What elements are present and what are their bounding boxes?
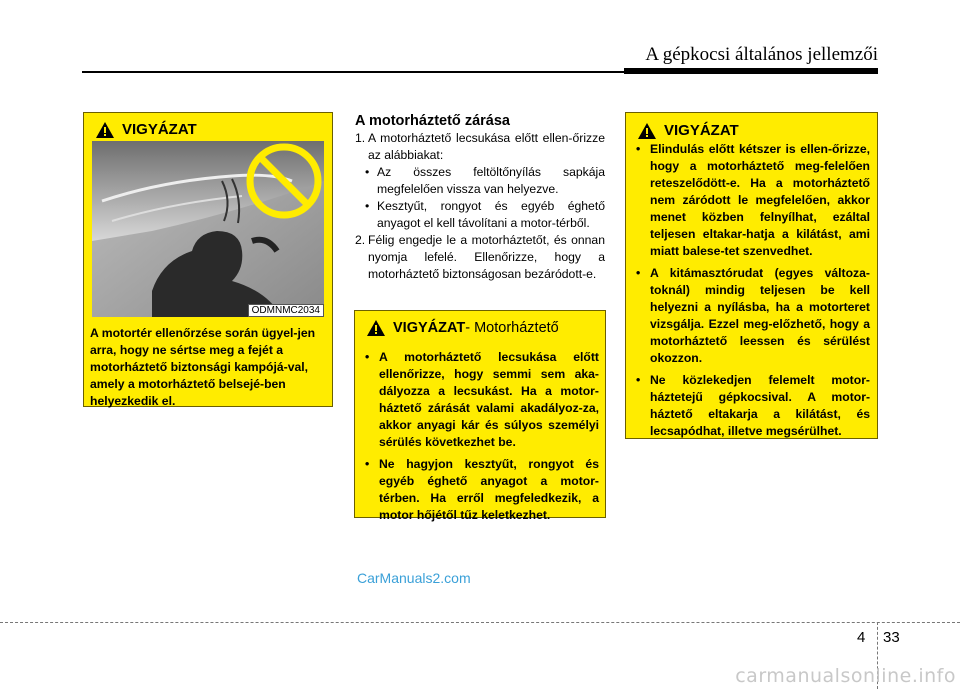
list-item: • Ne közlekedjen felemelt motor-háztetejű gépkocsival. A motor-háztető eltakarja a kilátást, és lecsapódhat, illetve megsérülhet. (636, 373, 870, 438)
list-item: • Ne hagyjon kesztyűt, rongyot és egyéb éghető anyagot a motor-térben. Ha erről megfeledkezik, a motor hőjétől tűz keletkezhet. (365, 457, 599, 522)
warning-triangle-icon (96, 122, 114, 138)
list-item-text: Ne hagyjon kesztyűt, rongyot és egyéb éghető anyagot a motor-térben. Ha erről megfeledkezik, a motor hőjétől tűz keletkezhet. (379, 457, 599, 522)
warning-heading (96, 121, 197, 138)
warning-box-hood-closing (354, 310, 606, 522)
site-watermark: carmanualsonline.info (735, 665, 956, 687)
list-item-text: Elindulás előtt kétszer is ellen-őrizze, hogy a motorháztető meg-felelően reteszelődött-e. Ha a motorháztető nem záródott le megfelelően, akkor menet közben felnyílhat, ezáltal teljesen eltakar-hatja a kilátást, ami miatt balese-tet szenvedhet. (650, 142, 870, 258)
warning-box-hood-driving (625, 112, 878, 439)
step-text: Félig engedje le a motorháztetőt, és onnan nyomja lefelé. Ellenőrizze, hogy a motorháztető biztonságosan bezáródott-e. (368, 233, 605, 281)
warning-box-hood-hook (83, 112, 333, 407)
page-header-title: A gépkocsi általános jellemzői (645, 44, 878, 65)
sub-item: • Kesztyűt, rongyot és egyéb éghető anyagot el kell távolítani a motor-térből. (365, 199, 605, 230)
image-code-label: ODMNMC2034 (248, 304, 324, 317)
list-item-text: Ne közlekedjen felemelt motor-háztetejű gépkocsival. A motor-háztető eltakarja a kilátást, és lecsapódhat, illetve megsérülhet. (650, 373, 870, 438)
warning-triangle-icon (638, 123, 656, 139)
section-body (355, 130, 605, 283)
step-item (355, 130, 605, 164)
watermark-link[interactable]: CarManuals2.com (357, 570, 471, 586)
list-item-text: A motorháztető lecsukása előtt ellenőrizze, hogy semmi sem aka-dályozza a lecsukást. Ha a motor-háztető zárását valami akadályoz-za, akkor anyagi kár és súlyos személyi sérülés következhet be. (379, 350, 599, 449)
warning-caption: A motortér ellenőrzése során ügyel-jen arra, hogy ne sértse meg a fejét a motorháztető biztonsági kampójá-val, amely a motorháztető belsejé-ben helyezkedik el. (90, 326, 316, 408)
step-number: 2. (355, 233, 366, 247)
warning-heading-text: VIGYÁZAT (664, 122, 739, 139)
warning-heading (638, 122, 739, 139)
warning-list (365, 349, 599, 529)
warning-heading-text: VIGYÁZAT (122, 121, 197, 138)
warning-heading-suffix: - Motorháztető (465, 320, 559, 336)
list-item: • A motorháztető lecsukása előtt ellenőrizze, hogy semmi sem aka-dályozza a lecsukást. Ha a motor-háztető zárását valami akadályoz-za, akkor anyagi kár és súlyos személyi sérülés következhet be. (365, 350, 599, 449)
footer-rule (0, 622, 960, 623)
list-item-text: A kitámasztórudat (egyes változa-toknál) mindig teljesen be kell helyezni a nyílásba, ha a motorteret vizsgálja. Ezzel meg-előzhető, hogy a motorháztető leessen és sérülést okozzon. (650, 266, 870, 365)
sub-item-text: Kesztyűt, rongyot és egyéb éghető anyagot el kell távolítani a motor-térből. (377, 199, 605, 230)
sub-item: • Az összes feltöltőnyílás sapkája megfelelően vissza van helyezve. (365, 165, 605, 196)
section-heading: A motorháztető zárása (355, 113, 510, 129)
warning-list (636, 141, 870, 445)
chapter-number: 4 (857, 629, 866, 646)
step-text: A motorháztető lecsukása előtt ellen-őrizze az alábbiakat: (368, 131, 605, 162)
warning-heading-text: VIGYÁZAT (393, 320, 466, 336)
header-rule-accent (624, 68, 878, 74)
page-number: 33 (883, 629, 900, 646)
list-item: • A kitámasztórudat (egyes változa-toknál) mindig teljesen be kell helyezni a nyílásba, ha a motorteret vizsgálja. Ezzel meg-előzhető, hogy a motorháztető leessen és sérülést okozzon. (636, 266, 870, 365)
step-number: 1. (355, 131, 366, 145)
list-item: • Elindulás előtt kétszer is ellen-őrizze, hogy a motorháztető meg-felelően reteszelődött-e. Ha a motorháztető nem záródott le megfelelően, akkor menet közben felnyílhat, ezáltal teljesen eltakar-hatja a kilátást, ami miatt balese-tet szenvedhet. (636, 142, 870, 258)
sub-item-text: Az összes feltöltőnyílás sapkája megfelelően vissza van helyezve. (377, 165, 605, 196)
engine-bay-illustration (92, 141, 324, 317)
step-item (355, 232, 605, 283)
warning-heading (367, 320, 559, 336)
warning-triangle-icon (367, 320, 385, 336)
